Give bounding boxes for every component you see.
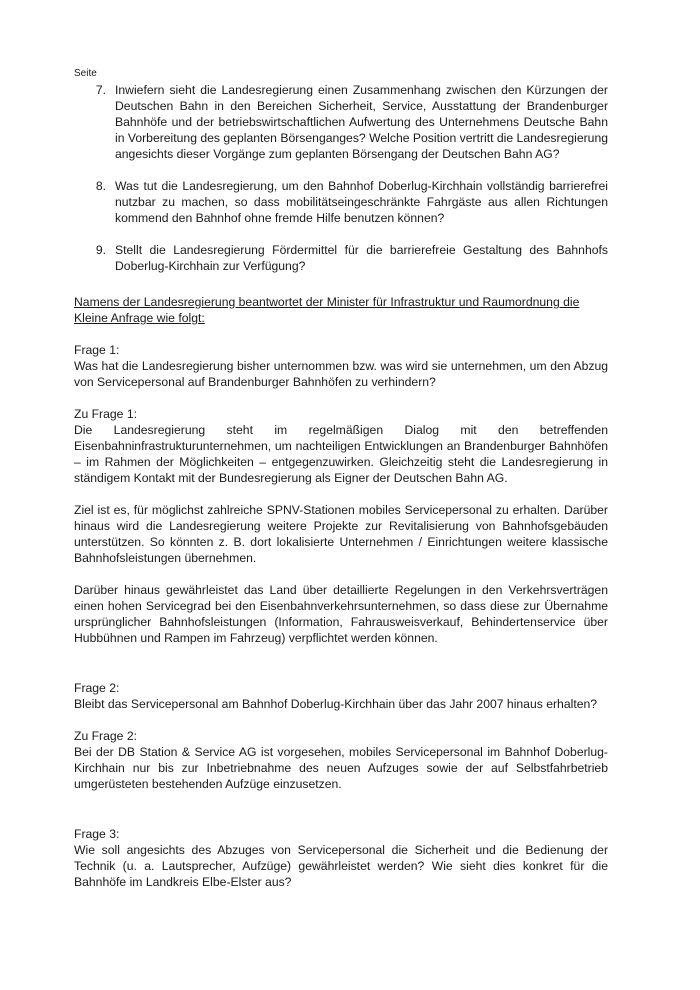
frage-2 <box>74 680 608 712</box>
frage-2-label: Frage 2: <box>74 681 120 695</box>
zu-frage-1-paragraph-1: Die Landesregierung steht im regelmäßigen Dialog mit den betreffenden Eisenbahninfrastrukturunternehmen, um nachteiligen Entwicklungen an Brandenburger Bahnhöfen – im Rahmen der Möglichkeiten – entgegenzuwirken. Gleichzeitig steht die Landesregierung in ständigem Kontakt mit der Bundesregierung als Eigner der Deutschen Bahn AG. <box>74 423 608 485</box>
frage-1-text: Was hat die Landesregierung bisher unternommen bzw. was wird sie unternehmen, um den Abzug von Servicepersonal auf Brandenburger Bahnhöfen zu verhindern? <box>74 359 608 389</box>
question-item-7 <box>74 82 608 162</box>
zu-frage-1-label: Zu Frage 1: <box>74 407 137 421</box>
question-text: Inwiefern sieht die Landesregierung einen Zusammenhang zwischen den Kürzungen der Deutschen Bahn in den Bereichen Sicherheit, Service, Ausstattung der Brandenburger Bahnhöfe und der betriebswirtschaftlichen Aufwertung des Unternehmens Deutsche Bahn in Vorbereitung des geplanten Börsenganges? Welche Position vertritt die Landesregierung angesichts dieser Vorgänge zum geplanten Börsengang der Deutschen Bahn AG? <box>115 83 609 161</box>
question-text: Was tut die Landesregierung, um den Bahnhof Doberlug-Kirchhain vollständig barrierefrei nutzbar zu machen, so dass mobilitätseingeschränkte Fahrgäste aus allen Richtungen kommend den Bahnhof ohne fremde Hilfe benutzen können? <box>115 179 608 225</box>
answer-intro: Namens der Landesregierung beantwortet der Minister für Infrastruktur und Raumordnung die Kleine Anfrage wie folgt: <box>74 295 580 325</box>
frage-3-text: Wie soll angesichts des Abzuges von Servicepersonal die Sicherheit und die Bedienung der Technik (u. a. Lautsprecher, Aufzüge) gewährleistet werden? Wie sieht dies konkret für die Bahnhöfe im Landkreis Elbe-Elster aus? <box>74 843 608 889</box>
question-number: 8. <box>95 179 106 193</box>
page-label: Seite <box>74 68 97 79</box>
frage-1-label: Frage 1: <box>74 343 120 357</box>
frage-3-label: Frage 3: <box>74 827 120 841</box>
zu-frage-2-label: Zu Frage 2: <box>74 729 137 743</box>
question-number: 9. <box>95 243 106 257</box>
question-item-9 <box>74 242 608 274</box>
frage-2-text: Bleibt das Servicepersonal am Bahnhof Doberlug-Kirchhain über das Jahr 2007 hinaus erhalten? <box>74 697 598 711</box>
frage-3 <box>74 826 608 890</box>
zu-frage-1-paragraph-3: Darüber hinaus gewährleistet das Land über detaillierte Regelungen in den Verkehrsverträgen einen hohen Servicegrad bei den Eisenbahnverkehrsunternehmen, so dass diese zur Übernahme ursprünglicher Bahnhofsleistungen (Information, Fahrausweisverkauf, Behindertenservice über Hubbühnen und Rampen im Fahrzeug) verpflichtet werden können. <box>74 583 608 645</box>
question-text: Stellt die Landesregierung Fördermittel für die barrierefreie Gestaltung des Bahnhofs Doberlug-Kirchhain zur Verfügung? <box>115 243 608 273</box>
frage-1 <box>74 342 608 390</box>
question-number: 7. <box>95 83 106 97</box>
zu-frage-2-text: Bei der DB Station & Service AG ist vorgesehen, mobiles Servicepersonal im Bahnhof Doberlug-Kirchhain nur bis zur Inbetriebnahme des neuen Aufzuges sowie der auf Selbstfahrbetrieb umgerüsteten bestehenden Aufzüge einzusetzen. <box>74 745 608 791</box>
question-list <box>74 82 608 274</box>
question-item-8 <box>74 178 608 226</box>
zu-frage-1 <box>74 406 608 486</box>
zu-frage-1-paragraph-2: Ziel ist es, für möglichst zahlreiche SPNV-Stationen mobiles Servicepersonal zu erhalten. Darüber hinaus wird die Landesregierung weitere Projekte zur Revitalisierung von Bahnhofsgebäuden unterstützen. So könnten z. B. dort lokalisierte Unternehmen / Einrichtungen weitere klassische Bahnhofsleistungen übernehmen. <box>74 503 608 565</box>
document-body <box>74 82 608 906</box>
zu-frage-2 <box>74 728 608 792</box>
